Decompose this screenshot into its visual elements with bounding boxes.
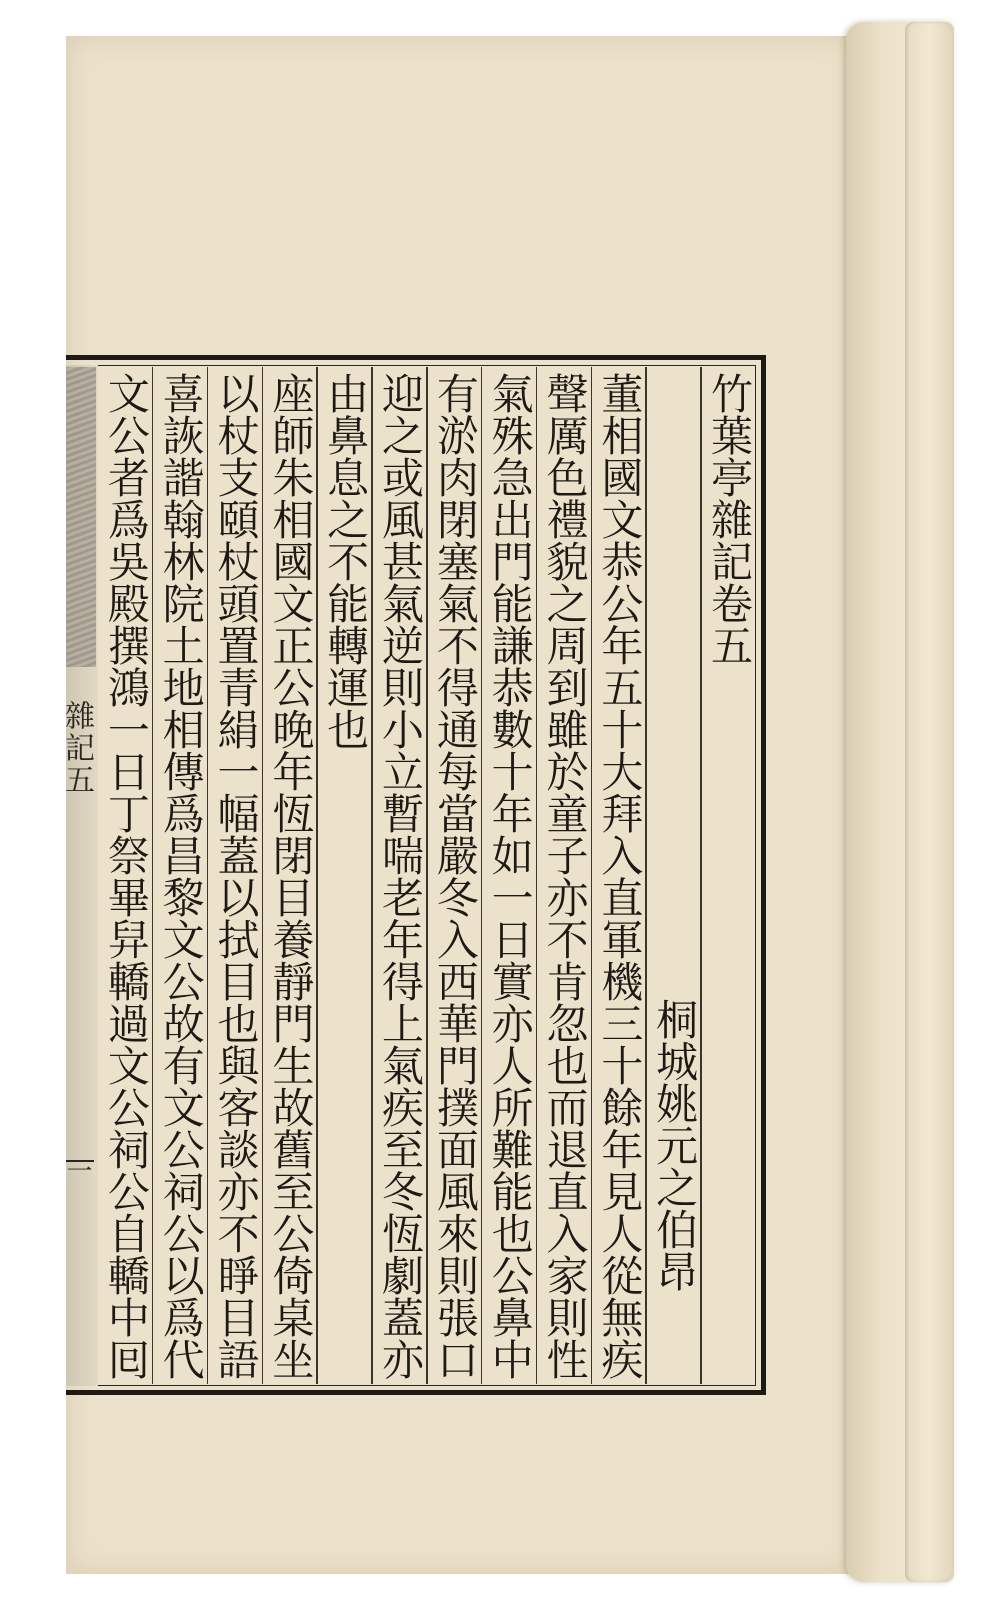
title-column: 竹葉亭雜記卷五 — [704, 372, 754, 666]
author-column: 桐城姚元之伯昂 — [650, 998, 700, 1292]
column-rule — [700, 367, 702, 1384]
book-spine-edge — [905, 22, 953, 1582]
text-column: 喜詼諧翰林院土地相傳爲昌黎文公故有文公祠公以爲代 — [156, 372, 206, 1380]
text-column: 座師朱相國文正公晚年恆閉目養靜門生故舊至公倚桌坐 — [266, 372, 316, 1380]
margin-fishtail — [66, 367, 96, 667]
text-column: 迎之或風甚氣逆則小立暫喘老年得上氣疾至冬恆劇蓋亦 — [375, 372, 425, 1380]
text-column: 文公者爲吳殿撰鴻一日丁祭畢舁轎過文公祠公自轎中囘 — [101, 372, 151, 1380]
text-column: 董相國文恭公年五十大拜入直軍機三十餘年見人從無疾 — [595, 372, 645, 1380]
text-column: 由鼻息之不能轉運也 — [321, 372, 371, 750]
text-column: 聲厲色禮貌之周到雖於童子亦不肯忽也而退直入家則性 — [540, 372, 590, 1380]
text-column: 有淤肉閉塞氣不得通每當嚴冬入西華門撲面風來則張口 — [430, 372, 480, 1380]
margin-title: 雜記五 — [59, 700, 94, 796]
margin-page-number: 一 — [62, 1157, 92, 1183]
text-column: 以杖支頤杖頭置青絹一幅蓋以拭目也與客談亦不睜目語 — [211, 372, 261, 1380]
text-column: 氣殊急出門能謙恭數十年如一日實亦人所難能也公鼻中 — [485, 372, 535, 1380]
